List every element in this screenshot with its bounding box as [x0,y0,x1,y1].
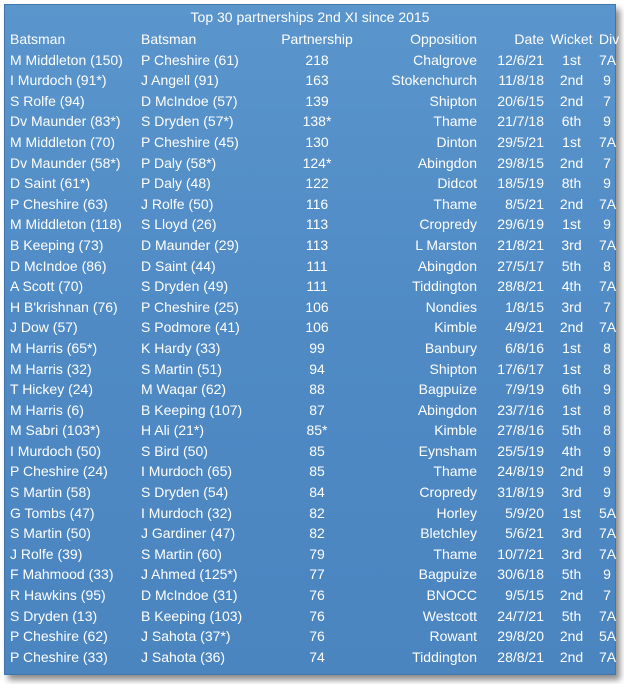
batsman-1-cell: P Cheshire (62) [10,628,108,645]
wicket-cell: 3rd [561,484,582,501]
div-cell: 9 [603,381,611,398]
opposition-cell: Kimble [434,422,477,439]
opposition-cell: Thame [433,545,477,562]
div-cell: 7A [599,648,617,665]
wicket-cell: 2nd [559,72,584,89]
div-cell: 8 [603,401,611,418]
table-row [5,400,615,421]
date-cell: 29/6/19 [497,216,544,233]
opposition-cell: Abingdon [417,154,477,171]
batsman-1-cell: P Cheshire (33) [10,648,108,665]
batsman-1-cell: S Martin (58) [10,484,91,501]
batsman-1-cell: I Murdoch (50) [10,442,102,459]
wicket-cell: 1st [562,339,581,356]
opposition-cell: Abingdon [417,401,477,418]
date-cell: 4/9/21 [505,319,544,336]
batsman-1-cell: T Hickey (24) [10,381,93,398]
batsman-2-cell: P Cheshire (25) [141,298,239,315]
header-partnership: Partnership [281,31,353,47]
wicket-cell: 3rd [561,545,582,562]
opposition-cell: Nondies [425,298,477,315]
batsman-1-cell: M Sabri (103*) [10,422,101,439]
partnership-cell: 139 [305,92,329,109]
date-cell: 21/8/21 [497,236,544,253]
wicket-cell: 1st [562,401,581,418]
batsman-2-cell: K Hardy (33) [141,339,221,356]
opposition-cell: Bletchley [420,525,477,542]
wicket-cell: 8th [561,175,582,192]
date-cell: 12/6/21 [497,51,544,68]
batsman-2-cell: J Sahota (36) [141,648,226,665]
wicket-cell: 1st [562,504,581,521]
date-cell: 11/8/18 [498,72,544,89]
div-cell: 7A [599,607,617,624]
table-row [5,647,615,668]
batsman-1-cell: M Middleton (70) [10,133,116,150]
wicket-cell: 1st [562,360,581,377]
date-cell: 5/6/21 [505,525,544,542]
opposition-cell: Bagpuize [418,566,477,583]
wicket-cell: 5th [561,422,582,439]
div-cell: 9 [603,442,611,459]
batsman-1-cell: G Tombs (47) [10,504,95,521]
header-batsman-1: Batsman [10,31,66,47]
date-cell: 29/8/15 [497,154,544,171]
batsman-1-cell: H B'krishnan (76) [10,298,118,315]
wicket-cell: 1st [562,216,581,233]
batsman-2-cell: S Dryden (49) [141,278,229,295]
table-row [5,503,615,524]
div-cell: 5A [599,504,617,521]
div-cell: 9 [603,216,611,233]
div-cell: 7A [599,319,617,336]
batsman-2-cell: S Dryden (57*) [141,113,234,130]
date-cell: 24/8/19 [497,463,544,480]
partnership-cell: 85 [309,442,325,459]
opposition-cell: Stokenchurch [391,72,477,89]
partnership-cell: 113 [305,216,329,233]
batsman-2-cell: S Lloyd (26) [141,216,217,233]
header-date: Date [514,31,544,47]
table-row [5,173,615,194]
div-cell: 7A [599,545,617,562]
table-row [5,461,615,482]
table-row [5,91,615,112]
wicket-cell: 2nd [559,319,584,336]
header-div: Div [599,31,620,47]
table-row [5,317,615,338]
table-row [5,544,615,565]
batsman-2-cell: I Murdoch (65) [141,463,233,480]
batsman-1-cell: J Rolfe (39) [10,545,83,562]
batsman-2-cell: P Daly (48) [141,175,211,192]
opposition-cell: Tiddington [412,648,477,665]
partnership-cell: 163 [305,72,329,89]
table-row [5,564,615,585]
partnership-cell: 85* [306,422,328,439]
partnership-cell: 88 [309,381,325,398]
table-row [5,50,615,71]
date-cell: 21/7/18 [497,113,544,130]
batsman-1-cell: D McIndoe (86) [10,257,107,274]
date-cell: 17/6/17 [497,360,544,377]
table-row [5,214,615,235]
date-cell: 27/8/16 [497,422,544,439]
div-cell: 7A [599,195,617,212]
div-cell: 8 [603,257,611,274]
div-cell: 7 [603,92,611,109]
div-cell: 7A [599,525,617,542]
wicket-cell: 2nd [559,92,584,109]
batsman-1-cell: Dv Maunder (83*) [10,113,121,130]
date-cell: 6/8/16 [505,339,544,356]
batsman-2-cell: J Sahota (37*) [141,628,231,645]
batsman-1-cell: B Keeping (73) [10,236,104,253]
batsman-1-cell: M Harris (32) [10,360,92,377]
wicket-cell: 5th [561,607,582,624]
date-cell: 9/5/15 [505,587,544,604]
div-cell: 7A [599,236,617,253]
batsman-2-cell: M Waqar (62) [141,381,227,398]
partnership-cell: 84 [309,484,325,501]
table-row [5,235,615,256]
opposition-cell: L Marston [415,236,477,253]
batsman-1-cell: M Harris (65*) [10,339,98,356]
partnership-cell: 82 [309,525,325,542]
date-cell: 10/7/21 [497,545,544,562]
partnership-cell: 79 [309,545,325,562]
opposition-cell: Dinton [436,133,477,150]
date-cell: 1/8/15 [505,298,544,315]
wicket-cell: 4th [561,278,582,295]
opposition-cell: Shipton [429,360,477,377]
div-cell: 9 [603,484,611,501]
date-cell: 8/5/21 [505,195,544,212]
opposition-cell: Bagpuize [418,381,477,398]
batsman-1-cell: M Harris (6) [10,401,84,418]
partnership-cell: 77 [309,566,325,583]
div-cell: 7 [603,587,611,604]
batsman-2-cell: S Dryden (54) [141,484,229,501]
batsman-1-cell: A Scott (70) [10,278,84,295]
batsman-1-cell: I Murdoch (91*) [10,72,107,89]
wicket-cell: 2nd [559,648,584,665]
table-row [5,585,615,606]
wicket-cell: 5th [561,257,582,274]
table-row [5,606,615,627]
date-cell: 24/7/21 [497,607,544,624]
date-cell: 28/8/21 [497,648,544,665]
opposition-cell: Didcot [437,175,477,192]
batsman-2-cell: S Bird (50) [141,442,208,459]
batsman-1-cell: S Martin (50) [10,525,91,542]
partnership-cell: 111 [306,257,328,274]
batsman-2-cell: S Martin (60) [141,545,222,562]
opposition-cell: Banbury [424,339,477,356]
date-cell: 7/9/19 [505,381,544,398]
partnership-cell: 113 [305,236,329,253]
batsman-1-cell: M Middleton (150) [10,51,123,68]
batsman-2-cell: D Saint (44) [141,257,216,274]
opposition-cell: BNOCC [426,587,477,604]
header-wicket: Wicket [550,31,593,47]
batsman-2-cell: J Angell (91) [141,72,219,89]
div-cell: 9 [603,463,611,480]
batsman-2-cell: P Cheshire (45) [141,133,239,150]
header-opposition: Opposition [410,31,477,47]
div-cell: 9 [603,566,611,583]
opposition-cell: Horley [436,504,477,521]
opposition-cell: Cropredy [419,484,477,501]
date-cell: 31/8/19 [497,484,544,501]
batsman-1-cell: Dv Maunder (58*) [10,154,121,171]
partnership-cell: 138* [302,113,332,130]
partnership-cell: 76 [309,628,325,645]
opposition-cell: Cropredy [419,216,477,233]
batsman-2-cell: J Gardiner (47) [141,525,236,542]
wicket-cell: 2nd [559,463,584,480]
date-cell: 29/5/21 [497,133,544,150]
partnership-cell: 111 [306,278,328,295]
batsman-2-cell: D Maunder (29) [141,236,240,253]
partnership-cell: 99 [309,339,325,356]
wicket-cell: 3rd [561,236,582,253]
div-cell: 7 [603,298,611,315]
date-cell: 25/5/19 [497,442,544,459]
opposition-cell: Chalgrove [413,51,477,68]
batsman-2-cell: P Cheshire (61) [141,51,239,68]
batsman-1-cell: S Dryden (13) [10,607,98,624]
table-row [5,256,615,277]
wicket-cell: 2nd [559,628,584,645]
partnerships-table [5,29,620,667]
opposition-cell: Thame [433,195,477,212]
wicket-cell: 5th [561,566,582,583]
table-row [5,132,615,153]
table-row [5,420,615,441]
opposition-cell: Kimble [434,319,477,336]
date-cell: 27/5/17 [497,257,544,274]
table-row [5,523,615,544]
batsman-2-cell: D McIndoe (31) [141,587,238,604]
header-row [5,29,615,50]
opposition-cell: Tiddington [412,278,477,295]
table-row [5,297,615,318]
opposition-cell: Rowant [429,628,477,645]
batsman-2-cell: S Martin (51) [141,360,222,377]
batsman-2-cell: B Keeping (103) [141,607,243,624]
batsman-2-cell: J Rolfe (50) [141,195,214,212]
date-cell: 28/8/21 [497,278,544,295]
date-cell: 29/8/20 [497,628,544,645]
date-cell: 30/6/18 [497,566,544,583]
date-cell: 18/5/19 [497,175,544,192]
header-batsman-2: Batsman [141,31,197,47]
batsman-2-cell: B Keeping (107) [141,401,243,418]
table-row [5,379,615,400]
div-cell: 8 [603,422,611,439]
div-cell: 5A [599,628,617,645]
partnership-cell: 218 [305,51,329,68]
wicket-cell: 2nd [559,195,584,212]
batsman-2-cell: P Daly (58*) [141,154,217,171]
batsman-2-cell: I Murdoch (32) [141,504,233,521]
batsman-1-cell: P Cheshire (24) [10,463,108,480]
partnership-cell: 124* [302,154,332,171]
batsman-1-cell: J Dow (57) [10,319,78,336]
table-row [5,359,615,380]
table-row [5,194,615,215]
wicket-cell: 1st [562,133,581,150]
partnership-cell: 76 [309,587,325,604]
opposition-cell: Abingdon [417,257,477,274]
opposition-cell: Shipton [429,92,477,109]
div-cell: 8 [603,360,611,377]
wicket-cell: 2nd [559,587,584,604]
batsman-1-cell: M Middleton (118) [10,216,122,233]
table-row [5,70,615,91]
table-row [5,153,615,174]
batsman-2-cell: J Ahmed (125*) [141,566,238,583]
batsman-1-cell: R Hawkins (95) [10,587,106,604]
partnership-cell: 94 [309,360,325,377]
partnership-cell: 130 [305,133,329,150]
div-cell: 7A [599,278,617,295]
div-cell: 9 [603,113,611,130]
batsman-2-cell: D McIndoe (57) [141,92,238,109]
batsman-1-cell: S Rolfe (94) [10,92,85,109]
wicket-cell: 1st [562,51,581,68]
partnership-cell: 82 [309,504,325,521]
wicket-cell: 3rd [561,525,582,542]
wicket-cell: 6th [561,381,582,398]
div-cell: 8 [603,339,611,356]
wicket-cell: 3rd [561,298,582,315]
batsman-2-cell: S Podmore (41) [141,319,240,336]
opposition-cell: Eynsham [418,442,477,459]
batsman-2-cell: H Ali (21*) [141,422,205,439]
batsman-1-cell: F Mahmood (33) [10,566,114,583]
partnerships-panel [4,4,620,675]
date-cell: 23/7/16 [497,401,544,418]
div-cell: 7A [599,133,617,150]
partnership-cell: 87 [309,401,325,418]
wicket-cell: 6th [561,113,582,130]
partnership-cell: 122 [305,175,329,192]
batsman-1-cell: P Cheshire (63) [10,195,108,212]
table-row [5,276,615,297]
table-row [5,111,615,132]
table-row [5,626,615,647]
partnership-cell: 116 [305,195,329,212]
partnership-cell: 85 [309,463,325,480]
opposition-cell: Thame [433,113,477,130]
div-cell: 9 [603,72,611,89]
div-cell: 7A [599,51,617,68]
table-row [5,441,615,462]
partnership-cell: 76 [309,607,325,624]
partnership-cell: 74 [309,648,325,665]
opposition-cell: Westcott [422,607,477,624]
date-cell: 20/6/15 [497,92,544,109]
table-title: Top 30 partnerships 2nd XI since 2015 [190,9,430,25]
partnership-cell: 106 [305,298,329,315]
div-cell: 7 [603,154,611,171]
table-row [5,338,615,359]
partnership-cell: 106 [305,319,329,336]
opposition-cell: Thame [433,463,477,480]
div-cell: 9 [603,175,611,192]
date-cell: 5/9/20 [505,504,544,521]
table-row [5,482,615,503]
wicket-cell: 4th [561,442,582,459]
wicket-cell: 2nd [559,154,584,171]
batsman-1-cell: D Saint (61*) [10,175,91,192]
